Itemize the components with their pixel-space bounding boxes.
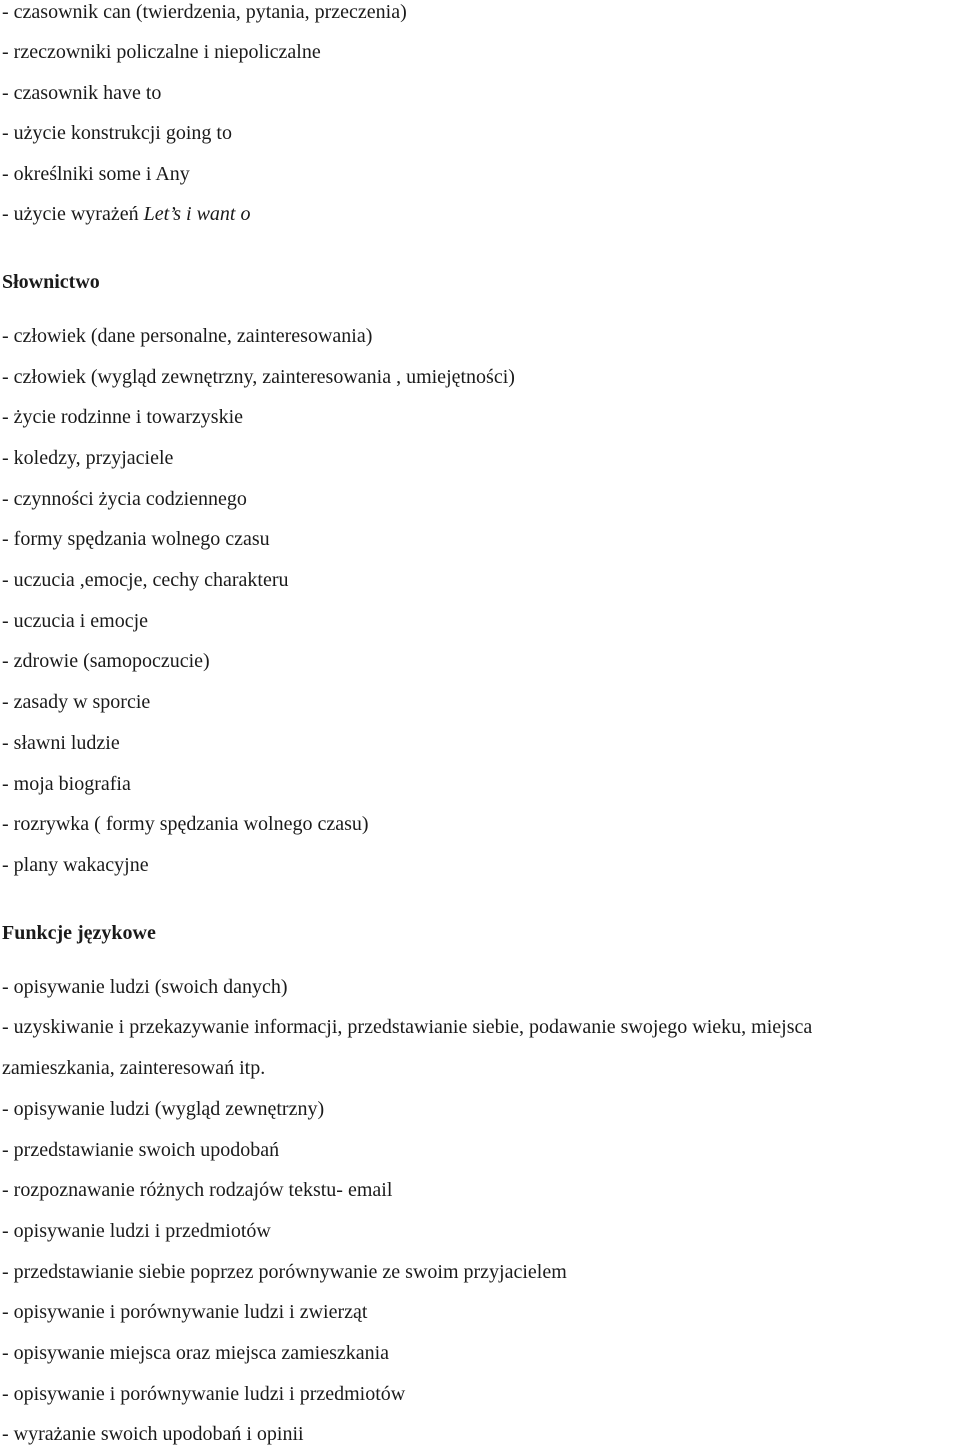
functions-item: - uzyskiwanie i przekazywanie informacji, przedstawianie siebie, podawanie swojego wieku, miejsca (2, 1016, 813, 1038)
functions-item: - opisywanie i porównywanie ludzi i przedmiotów (2, 1383, 406, 1405)
vocabulary-item: - człowiek (dane personalne, zainteresowania) (2, 325, 373, 347)
functions-item: - wyrażanie swoich upodobań i opinii (2, 1423, 304, 1445)
vocabulary-item: - formy spędzania wolnego czasu (2, 528, 270, 550)
grammar-item-lets-prefix: - użycie wyrażeń (2, 203, 144, 225)
vocabulary-item: - koledzy, przyjaciele (2, 447, 174, 469)
functions-item: - opisywanie i porównywanie ludzi i zwierząt (2, 1301, 368, 1323)
grammar-item: - czasownik have to (2, 82, 162, 104)
vocabulary-item: - uczucia ,emocje, cechy charakteru (2, 569, 289, 591)
functions-item: - opisywanie ludzi (wygląd zewnętrzny) (2, 1098, 325, 1120)
functions-item: - opisywanie miejsca oraz miejsca zamieszkania (2, 1342, 390, 1364)
functions-item: - opisywanie ludzi (swoich danych) (2, 976, 288, 998)
grammar-item-lets (2, 202, 250, 226)
vocabulary-item: - czynności życia codziennego (2, 488, 247, 510)
grammar-item: - użycie konstrukcji going to (2, 122, 232, 144)
functions-item: - przedstawianie siebie poprzez porównywanie ze swoim przyjacielem (2, 1261, 567, 1283)
grammar-item: - czasownik can (twierdzenia, pytania, przeczenia) (2, 1, 407, 23)
grammar-item: - rzeczowniki policzalne i niepoliczalne (2, 41, 321, 63)
vocabulary-item: - człowiek (wygląd zewnętrzny, zainteresowania , umiejętności) (2, 366, 515, 388)
vocabulary-item: - uczucia i emocje (2, 610, 149, 632)
grammar-item: - określniki some i Any (2, 163, 190, 185)
vocabulary-item: - życie rodzinne i towarzyskie (2, 406, 244, 428)
functions-heading: Funkcje językowe (2, 922, 156, 944)
functions-item: - opisywanie ludzi i przedmiotów (2, 1220, 271, 1242)
vocabulary-item: - rozrywka ( formy spędzania wolnego czasu) (2, 813, 369, 835)
vocabulary-item: - zasady w sporcie (2, 691, 151, 713)
functions-item-continuation: zamieszkania, zainteresowań itp. (2, 1057, 266, 1079)
vocabulary-item: - plany wakacyjne (2, 854, 149, 876)
vocabulary-heading: Słownictwo (2, 271, 100, 293)
vocabulary-item: - zdrowie (samopoczucie) (2, 650, 210, 672)
vocabulary-item: - sławni ludzie (2, 732, 120, 754)
vocabulary-item: - moja biografia (2, 773, 131, 795)
functions-item: - rozpoznawanie różnych rodzajów tekstu- email (2, 1179, 393, 1201)
grammar-item-lets-italic: Let’s i want o (143, 203, 251, 225)
functions-item: - przedstawianie swoich upodobań (2, 1139, 280, 1161)
